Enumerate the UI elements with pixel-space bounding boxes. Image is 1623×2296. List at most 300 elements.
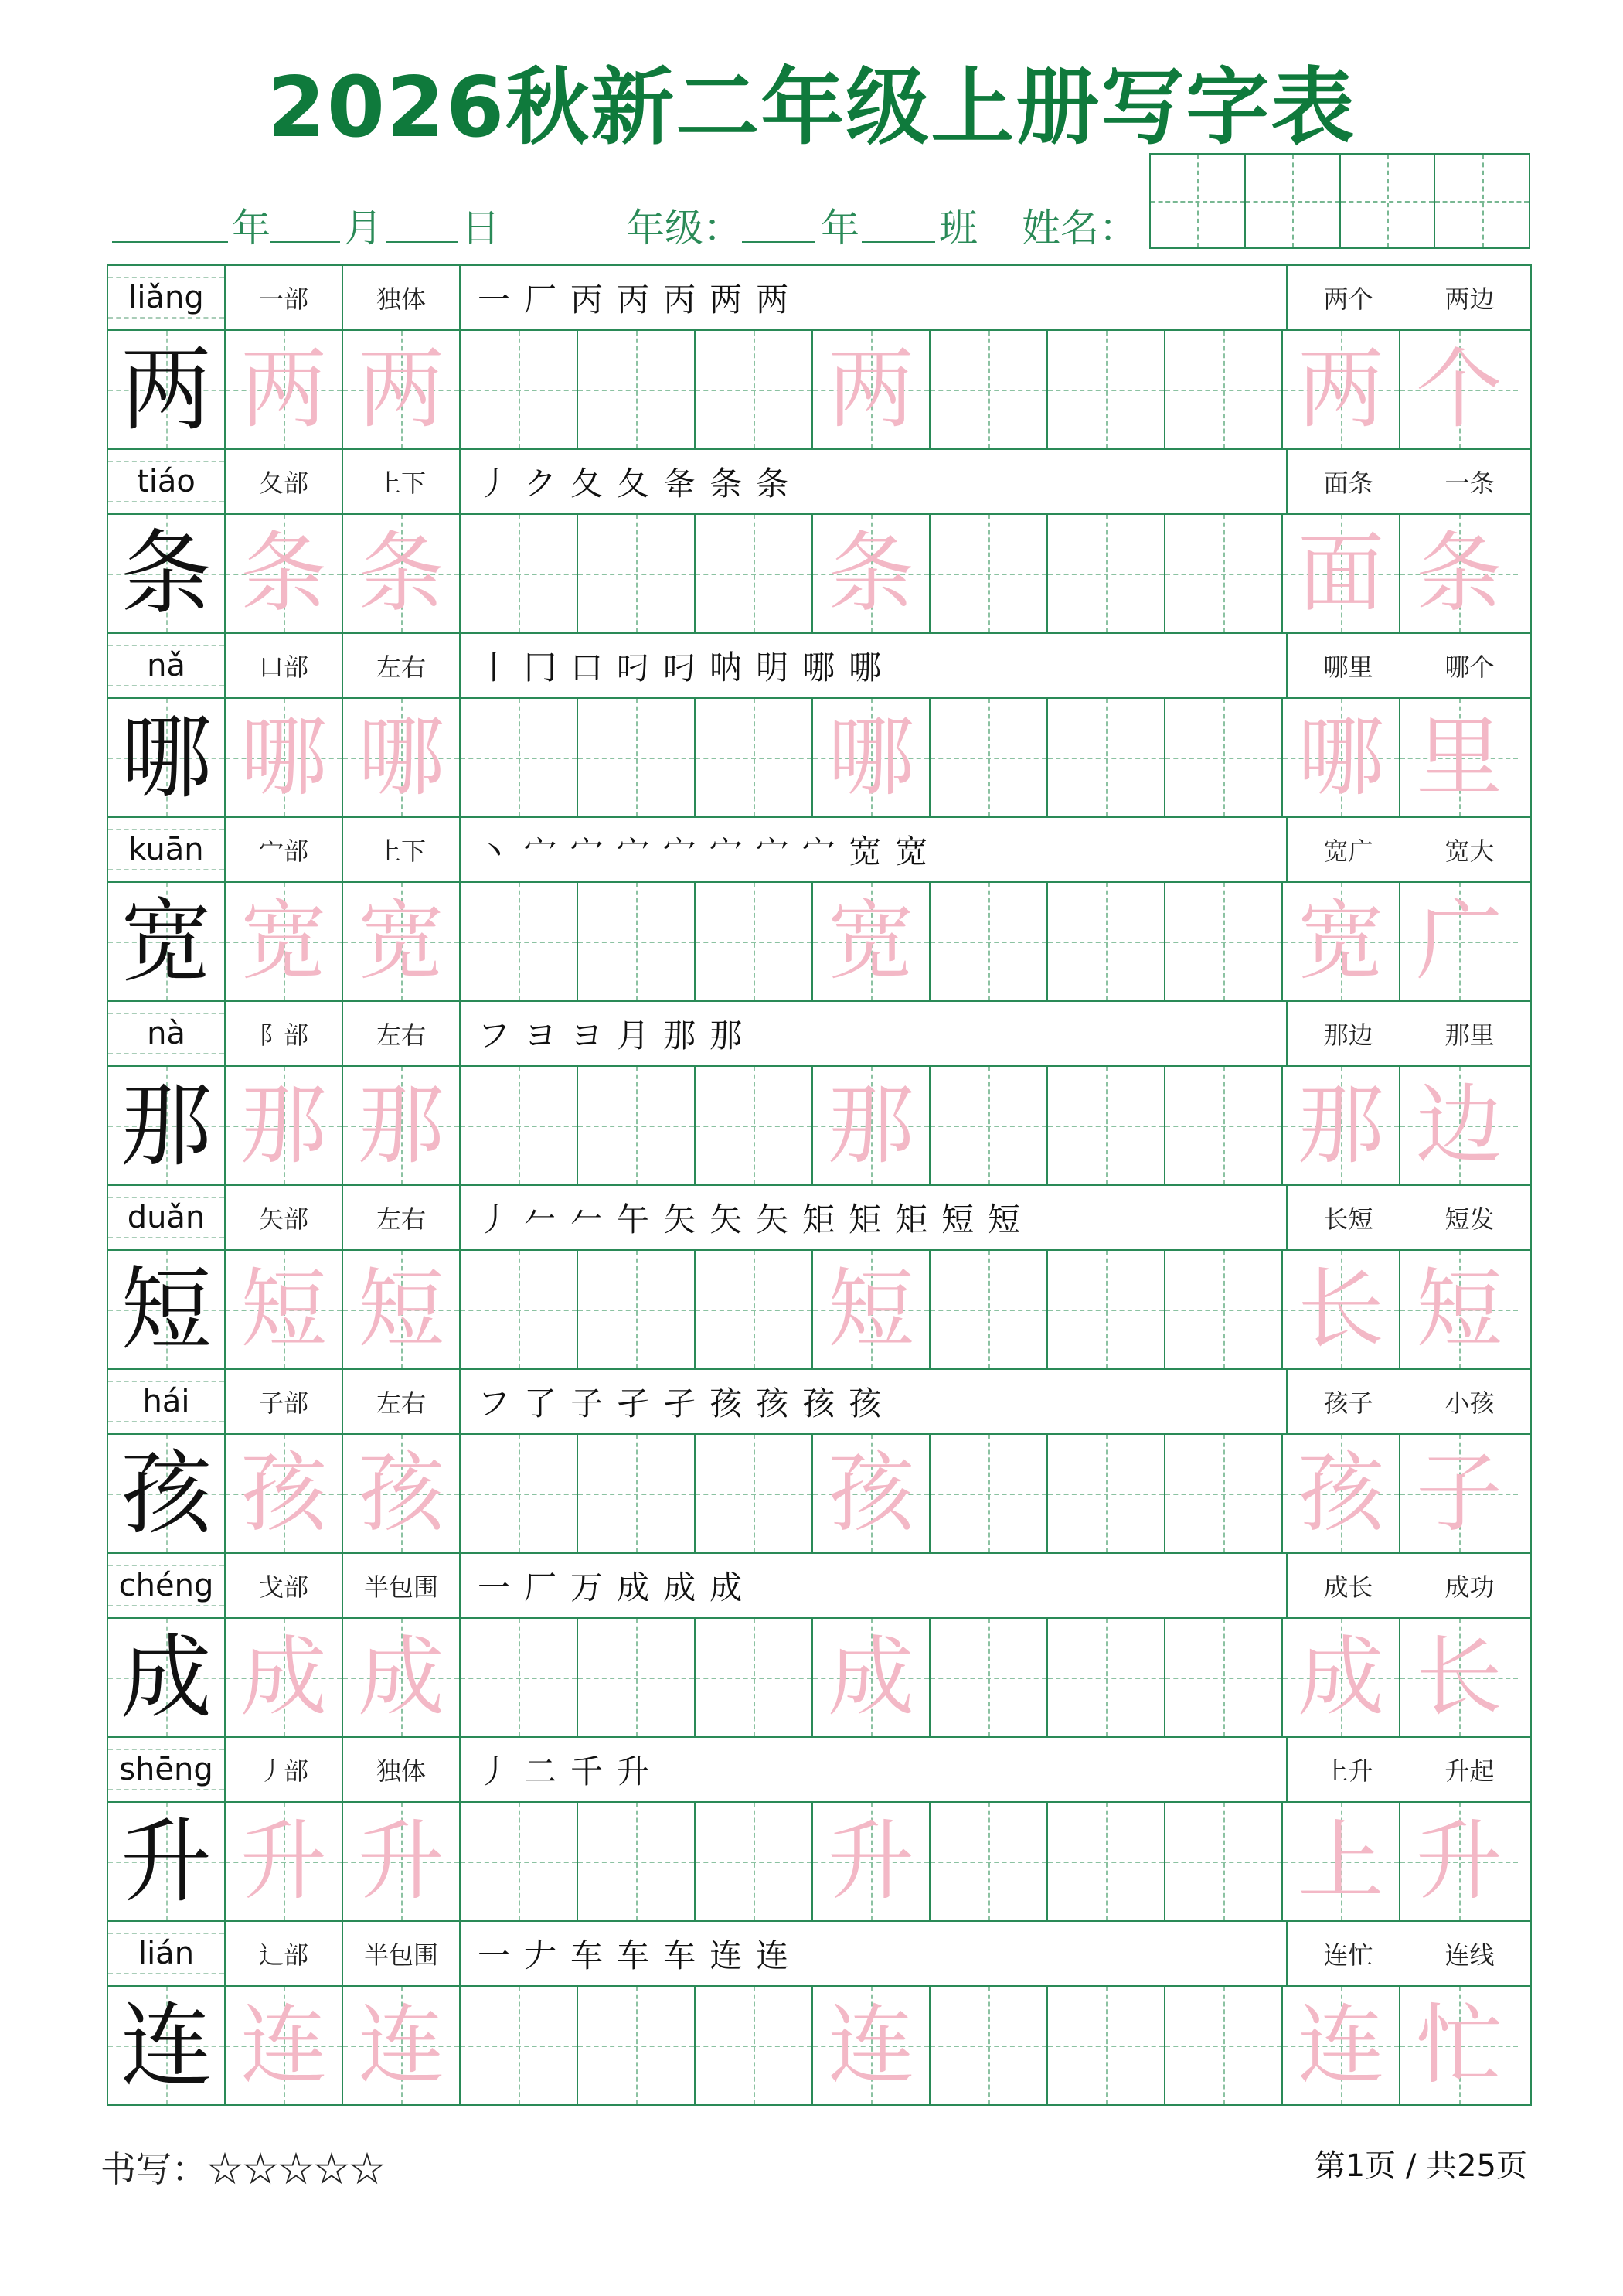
stroke-step: 丨 bbox=[478, 649, 511, 686]
stroke-step: 车 bbox=[663, 1937, 696, 1974]
pinyin: tiáo bbox=[108, 450, 226, 513]
practice-row bbox=[108, 883, 1530, 1002]
example-word: 两边 bbox=[1444, 284, 1495, 314]
trace-char[interactable] bbox=[343, 1803, 461, 1920]
trace-char-glyph: 升 bbox=[358, 1811, 444, 1912]
practice-cell[interactable] bbox=[1048, 699, 1165, 816]
rating-stars[interactable]: ☆☆☆☆☆ bbox=[207, 2148, 385, 2190]
trace-char[interactable] bbox=[813, 1251, 931, 1368]
trace-word-char-glyph: 条 bbox=[1416, 523, 1502, 624]
grade-blank[interactable] bbox=[742, 241, 815, 243]
stroke-step: ヨ bbox=[570, 1017, 604, 1054]
trace-char-glyph: 两 bbox=[828, 339, 914, 440]
practice-cell[interactable] bbox=[1165, 699, 1283, 816]
trace-word-char-glyph: 长 bbox=[1298, 1259, 1384, 1360]
model-char bbox=[108, 331, 226, 448]
stroke-step: 成 bbox=[663, 1569, 696, 1606]
pinyin: shēng bbox=[108, 1738, 226, 1801]
stroke-step: 车 bbox=[570, 1937, 604, 1974]
char-block bbox=[108, 1554, 1530, 1738]
model-char bbox=[108, 1067, 226, 1184]
trace-char[interactable] bbox=[226, 883, 343, 1000]
trace-word-char-glyph: 那 bbox=[1298, 1075, 1384, 1176]
char-info-row bbox=[108, 1738, 1530, 1803]
practice-cell[interactable] bbox=[1048, 331, 1165, 448]
stroke-step: 矢 bbox=[663, 1201, 696, 1238]
trace-char-glyph: 成 bbox=[828, 1627, 914, 1728]
class-blank[interactable] bbox=[862, 241, 935, 243]
stroke-step: 呐 bbox=[709, 649, 743, 686]
trace-word-char[interactable] bbox=[1283, 515, 1400, 632]
char-block bbox=[108, 818, 1530, 1002]
practice-cell[interactable] bbox=[931, 1619, 1048, 1736]
trace-char[interactable] bbox=[343, 515, 461, 632]
trace-char-glyph: 短 bbox=[358, 1259, 444, 1360]
trace-word-char[interactable] bbox=[1283, 883, 1400, 1000]
trace-word-char-glyph: 两 bbox=[1298, 339, 1384, 440]
structure: 上下 bbox=[343, 818, 461, 881]
stroke-step: 宽 bbox=[895, 833, 928, 870]
trace-word-char[interactable] bbox=[1283, 1251, 1400, 1368]
structure: 独体 bbox=[343, 266, 461, 329]
trace-word-char[interactable] bbox=[1400, 699, 1518, 816]
practice-cell[interactable] bbox=[1165, 1435, 1283, 1552]
trace-char-glyph: 孩 bbox=[358, 1443, 444, 1544]
stroke-step: 冂 bbox=[524, 649, 557, 686]
date-day-label: 日 bbox=[461, 206, 500, 250]
trace-char-glyph: 哪 bbox=[358, 707, 444, 808]
stroke-step: 矢 bbox=[756, 1201, 789, 1238]
stroke-order bbox=[461, 634, 1288, 697]
trace-char-glyph: 孩 bbox=[240, 1443, 327, 1544]
model-char bbox=[108, 1619, 226, 1736]
practice-cell[interactable] bbox=[696, 1251, 813, 1368]
practice-cell[interactable] bbox=[931, 1067, 1048, 1184]
practice-cell[interactable] bbox=[696, 1435, 813, 1552]
trace-word-char[interactable] bbox=[1400, 1803, 1518, 1920]
example-words bbox=[1288, 1370, 1530, 1433]
trace-char[interactable] bbox=[813, 1987, 931, 2104]
structure: 左右 bbox=[343, 1370, 461, 1433]
practice-cell[interactable] bbox=[1048, 883, 1165, 1000]
model-char bbox=[108, 1803, 226, 1920]
structure: 半包围 bbox=[343, 1554, 461, 1617]
trace-word-char[interactable] bbox=[1400, 1251, 1518, 1368]
example-word: 面条 bbox=[1323, 468, 1373, 498]
stroke-step: 条 bbox=[709, 465, 743, 502]
pinyin: nà bbox=[108, 1002, 226, 1065]
practice-cell[interactable] bbox=[461, 1435, 578, 1552]
trace-char[interactable] bbox=[813, 1803, 931, 1920]
char-info-row bbox=[108, 634, 1530, 699]
practice-cell[interactable] bbox=[931, 1803, 1048, 1920]
example-words bbox=[1288, 266, 1530, 329]
stroke-step: 升 bbox=[617, 1753, 650, 1790]
practice-cell[interactable] bbox=[1048, 1435, 1165, 1552]
stroke-step: 午 bbox=[617, 1201, 650, 1238]
practice-cell[interactable] bbox=[578, 1067, 696, 1184]
name-input-grid[interactable] bbox=[1149, 153, 1530, 249]
stroke-step: ヨ bbox=[524, 1017, 557, 1054]
stroke-step: 孩 bbox=[756, 1385, 789, 1422]
stroke-step: 孩 bbox=[709, 1385, 743, 1422]
practice-cell[interactable] bbox=[578, 1435, 696, 1552]
stroke-step: 夂 bbox=[617, 465, 650, 502]
practice-row bbox=[108, 699, 1530, 818]
date-year-label: 年 bbox=[232, 206, 270, 250]
practice-cell[interactable] bbox=[1165, 515, 1283, 632]
practice-cell[interactable] bbox=[696, 1619, 813, 1736]
trace-word-char[interactable] bbox=[1400, 331, 1518, 448]
stroke-step: 子 bbox=[570, 1385, 604, 1422]
date-month-label: 月 bbox=[344, 206, 383, 250]
practice-cell[interactable] bbox=[696, 883, 813, 1000]
practice-cell[interactable] bbox=[578, 1803, 696, 1920]
practice-cell[interactable] bbox=[696, 331, 813, 448]
char-info-row bbox=[108, 266, 1530, 331]
example-word: 长短 bbox=[1323, 1204, 1373, 1234]
stroke-step: 丙 bbox=[663, 281, 696, 319]
practice-cell[interactable] bbox=[578, 883, 696, 1000]
practice-cell[interactable] bbox=[461, 1803, 578, 1920]
trace-char[interactable] bbox=[813, 515, 931, 632]
practice-cell[interactable] bbox=[1048, 1067, 1165, 1184]
practice-cell[interactable] bbox=[461, 1067, 578, 1184]
name-cell[interactable] bbox=[1341, 155, 1436, 247]
practice-cell[interactable] bbox=[578, 1987, 696, 2104]
practice-cell[interactable] bbox=[696, 515, 813, 632]
model-char-glyph: 孩 bbox=[120, 1440, 212, 1547]
stroke-step: 夂 bbox=[570, 465, 604, 502]
char-block bbox=[108, 634, 1530, 818]
trace-char-glyph: 连 bbox=[828, 1995, 914, 2096]
radical: 辶部 bbox=[226, 1922, 343, 1985]
trace-word-char[interactable] bbox=[1283, 1067, 1400, 1184]
stroke-step: 孑 bbox=[663, 1385, 696, 1422]
stroke-order bbox=[461, 1922, 1288, 1985]
model-char-glyph: 升 bbox=[120, 1808, 212, 1915]
practice-cell[interactable] bbox=[931, 1987, 1048, 2104]
grade-label: 年级： bbox=[626, 206, 742, 250]
trace-word-char-glyph: 短 bbox=[1416, 1259, 1502, 1360]
practice-cell[interactable] bbox=[461, 699, 578, 816]
example-words bbox=[1288, 818, 1530, 881]
trace-char[interactable] bbox=[226, 1987, 343, 2104]
trace-char-glyph: 成 bbox=[358, 1627, 444, 1728]
stroke-step: 二 bbox=[524, 1753, 557, 1790]
stroke-order bbox=[461, 450, 1288, 513]
practice-cell[interactable] bbox=[931, 883, 1048, 1000]
trace-char[interactable] bbox=[343, 331, 461, 448]
radical: 阝部 bbox=[226, 1002, 343, 1065]
practice-cell[interactable] bbox=[461, 331, 578, 448]
trace-char[interactable] bbox=[226, 1435, 343, 1552]
char-block bbox=[108, 1738, 1530, 1922]
trace-word-char-glyph: 边 bbox=[1416, 1075, 1502, 1176]
name-label: 姓名： bbox=[1022, 206, 1138, 250]
stroke-step: 短 bbox=[988, 1201, 1021, 1238]
practice-cell[interactable] bbox=[1048, 1803, 1165, 1920]
stroke-step: 丙 bbox=[570, 281, 604, 319]
trace-word-char[interactable] bbox=[1400, 1435, 1518, 1552]
stroke-step: 𠂉 bbox=[524, 1201, 557, 1238]
trace-char[interactable] bbox=[813, 1067, 931, 1184]
example-word: 成功 bbox=[1444, 1572, 1495, 1602]
practice-cell[interactable] bbox=[461, 1987, 578, 2104]
trace-char-glyph: 那 bbox=[358, 1075, 444, 1176]
trace-char[interactable] bbox=[226, 1803, 343, 1920]
practice-cell[interactable] bbox=[696, 1803, 813, 1920]
name-cell[interactable] bbox=[1246, 155, 1341, 247]
example-word: 连忙 bbox=[1323, 1940, 1373, 1970]
model-char-glyph: 连 bbox=[120, 1992, 212, 2099]
stroke-step: 宀 bbox=[570, 833, 604, 870]
trace-char[interactable] bbox=[813, 883, 931, 1000]
trace-char-glyph: 升 bbox=[240, 1811, 327, 1912]
trace-char[interactable] bbox=[226, 699, 343, 816]
practice-cell[interactable] bbox=[696, 1067, 813, 1184]
pinyin: nǎ bbox=[108, 634, 226, 697]
trace-char-glyph: 短 bbox=[828, 1259, 914, 1360]
trace-word-char-glyph: 哪 bbox=[1298, 707, 1384, 808]
trace-char-glyph: 两 bbox=[240, 339, 327, 440]
trace-char-glyph: 升 bbox=[828, 1811, 914, 1912]
trace-char[interactable] bbox=[813, 1435, 931, 1552]
stroke-step: 孩 bbox=[802, 1385, 835, 1422]
char-info-row bbox=[108, 1186, 1530, 1251]
practice-cell[interactable] bbox=[1165, 883, 1283, 1000]
radical: 口部 bbox=[226, 634, 343, 697]
practice-cell[interactable] bbox=[931, 1251, 1048, 1368]
practice-cell[interactable] bbox=[578, 1619, 696, 1736]
trace-char[interactable] bbox=[226, 331, 343, 448]
stroke-step: 丶 bbox=[478, 833, 511, 870]
stroke-step: 月 bbox=[617, 1017, 650, 1054]
trace-word-char[interactable] bbox=[1283, 1987, 1400, 2104]
trace-char-glyph: 连 bbox=[240, 1995, 327, 2096]
example-words bbox=[1288, 1738, 1530, 1801]
trace-char[interactable] bbox=[343, 1067, 461, 1184]
trace-char-glyph: 短 bbox=[240, 1259, 327, 1360]
example-word: 成长 bbox=[1323, 1572, 1373, 1602]
date-year-blank[interactable] bbox=[112, 241, 228, 243]
stroke-step: 孑 bbox=[617, 1385, 650, 1422]
example-word: 宽大 bbox=[1444, 836, 1495, 866]
date-day-blank[interactable] bbox=[386, 241, 458, 243]
stroke-step: フ bbox=[478, 1017, 511, 1054]
pinyin: duǎn bbox=[108, 1186, 226, 1249]
example-word: 上升 bbox=[1323, 1756, 1373, 1786]
char-block bbox=[108, 1922, 1530, 2104]
name-cell[interactable] bbox=[1151, 155, 1246, 247]
trace-char[interactable] bbox=[343, 1435, 461, 1552]
trace-char-glyph: 那 bbox=[240, 1075, 327, 1176]
stroke-step: 连 bbox=[709, 1937, 743, 1974]
trace-char[interactable] bbox=[343, 699, 461, 816]
char-info-row bbox=[108, 450, 1530, 515]
model-char bbox=[108, 515, 226, 632]
practice-cell[interactable] bbox=[1165, 1803, 1283, 1920]
stroke-step: 车 bbox=[617, 1937, 650, 1974]
practice-cell[interactable] bbox=[931, 515, 1048, 632]
stroke-order bbox=[461, 1186, 1288, 1249]
example-words bbox=[1288, 1922, 1530, 1985]
practice-cell[interactable] bbox=[931, 1435, 1048, 1552]
writing-grid bbox=[107, 264, 1532, 2106]
practice-cell[interactable] bbox=[461, 515, 578, 632]
model-char bbox=[108, 1987, 226, 2104]
practice-row bbox=[108, 1803, 1530, 1922]
stroke-step: 宀 bbox=[709, 833, 743, 870]
example-word: 两个 bbox=[1323, 284, 1373, 314]
trace-char-glyph: 连 bbox=[358, 1995, 444, 2096]
stroke-step: 叼 bbox=[617, 649, 650, 686]
radical: 丿部 bbox=[226, 1738, 343, 1801]
date-month-blank[interactable] bbox=[270, 241, 340, 243]
practice-cell[interactable] bbox=[1165, 1067, 1283, 1184]
char-info-row bbox=[108, 1554, 1530, 1619]
trace-word-char[interactable] bbox=[1283, 331, 1400, 448]
trace-word-char[interactable] bbox=[1283, 699, 1400, 816]
stroke-step: 厂 bbox=[524, 1569, 557, 1606]
trace-char[interactable] bbox=[226, 1067, 343, 1184]
stroke-step: 一 bbox=[478, 281, 511, 319]
practice-cell[interactable] bbox=[1165, 1987, 1283, 2104]
trace-word-char[interactable] bbox=[1400, 515, 1518, 632]
example-word: 一条 bbox=[1444, 468, 1495, 498]
trace-char-glyph: 条 bbox=[358, 523, 444, 624]
practice-cell[interactable] bbox=[1048, 1987, 1165, 2104]
practice-cell[interactable] bbox=[696, 699, 813, 816]
name-cell[interactable] bbox=[1435, 155, 1529, 247]
stroke-step: 宽 bbox=[849, 833, 882, 870]
trace-char[interactable] bbox=[343, 883, 461, 1000]
model-char-glyph: 宽 bbox=[120, 888, 212, 995]
trace-char-glyph: 宽 bbox=[828, 891, 914, 992]
practice-cell[interactable] bbox=[461, 1251, 578, 1368]
practice-row bbox=[108, 1251, 1530, 1370]
stroke-step: 短 bbox=[941, 1201, 975, 1238]
example-words bbox=[1288, 1554, 1530, 1617]
trace-char-glyph: 条 bbox=[828, 523, 914, 624]
trace-char[interactable] bbox=[343, 1987, 461, 2104]
stroke-step: 哪 bbox=[802, 649, 835, 686]
trace-char[interactable] bbox=[813, 699, 931, 816]
char-block bbox=[108, 450, 1530, 634]
practice-row bbox=[108, 1067, 1530, 1186]
stroke-order bbox=[461, 818, 1288, 881]
model-char-glyph: 那 bbox=[120, 1072, 212, 1179]
stroke-step: 丿 bbox=[478, 1753, 511, 1790]
stroke-step: 条 bbox=[756, 465, 789, 502]
model-char-glyph: 两 bbox=[120, 336, 212, 443]
practice-cell[interactable] bbox=[931, 331, 1048, 448]
pinyin: hái bbox=[108, 1370, 226, 1433]
practice-cell[interactable] bbox=[578, 1251, 696, 1368]
stroke-step: 宀 bbox=[524, 833, 557, 870]
radical: 戈部 bbox=[226, 1554, 343, 1617]
practice-cell[interactable] bbox=[1165, 331, 1283, 448]
example-word: 那里 bbox=[1444, 1020, 1495, 1050]
trace-word-char[interactable] bbox=[1283, 1619, 1400, 1736]
stroke-step: ク bbox=[524, 465, 557, 502]
example-words bbox=[1288, 1186, 1530, 1249]
example-words bbox=[1288, 1002, 1530, 1065]
practice-cell[interactable] bbox=[1048, 1251, 1165, 1368]
stroke-step: 那 bbox=[709, 1017, 743, 1054]
trace-word-char-glyph: 孩 bbox=[1298, 1443, 1384, 1544]
trace-word-char[interactable] bbox=[1283, 1803, 1400, 1920]
practice-cell[interactable] bbox=[578, 699, 696, 816]
stroke-step: 口 bbox=[570, 649, 604, 686]
char-block bbox=[108, 1002, 1530, 1186]
practice-cell[interactable] bbox=[461, 1619, 578, 1736]
stroke-step: 千 bbox=[570, 1753, 604, 1790]
trace-word-char[interactable] bbox=[1400, 1987, 1518, 2104]
stroke-step: 夅 bbox=[663, 465, 696, 502]
structure: 左右 bbox=[343, 634, 461, 697]
practice-cell[interactable] bbox=[1165, 1619, 1283, 1736]
char-info-row bbox=[108, 818, 1530, 883]
stroke-step: 哪 bbox=[849, 649, 882, 686]
trace-char[interactable] bbox=[226, 1251, 343, 1368]
structure: 左右 bbox=[343, 1002, 461, 1065]
trace-char[interactable] bbox=[343, 1619, 461, 1736]
practice-row bbox=[108, 1619, 1530, 1738]
trace-char[interactable] bbox=[813, 1619, 931, 1736]
pinyin: chéng bbox=[108, 1554, 226, 1617]
char-info-row bbox=[108, 1002, 1530, 1067]
stroke-step: 丿 bbox=[478, 465, 511, 502]
trace-word-char[interactable] bbox=[1400, 1067, 1518, 1184]
trace-word-char[interactable] bbox=[1283, 1435, 1400, 1552]
trace-char[interactable] bbox=[343, 1251, 461, 1368]
practice-cell[interactable] bbox=[931, 699, 1048, 816]
practice-cell[interactable] bbox=[1165, 1251, 1283, 1368]
practice-row bbox=[108, 331, 1530, 450]
stroke-order bbox=[461, 1002, 1288, 1065]
practice-cell[interactable] bbox=[461, 883, 578, 1000]
practice-cell[interactable] bbox=[578, 515, 696, 632]
example-word: 哪个 bbox=[1444, 652, 1495, 682]
trace-char[interactable] bbox=[226, 1619, 343, 1736]
stroke-step: 孩 bbox=[849, 1385, 882, 1422]
trace-word-char[interactable] bbox=[1400, 1619, 1518, 1736]
trace-char[interactable] bbox=[226, 515, 343, 632]
model-char bbox=[108, 699, 226, 816]
stroke-step: フ bbox=[478, 1385, 511, 1422]
stroke-step: 一 bbox=[478, 1569, 511, 1606]
practice-cell[interactable] bbox=[696, 1987, 813, 2104]
stroke-order bbox=[461, 1738, 1288, 1801]
structure: 上下 bbox=[343, 450, 461, 513]
example-word: 连线 bbox=[1444, 1940, 1495, 1970]
structure: 独体 bbox=[343, 1738, 461, 1801]
model-char-glyph: 条 bbox=[120, 520, 212, 627]
trace-char-glyph: 两 bbox=[358, 339, 444, 440]
example-word: 宽广 bbox=[1323, 836, 1373, 866]
char-info-row bbox=[108, 1922, 1530, 1987]
practice-cell[interactable] bbox=[1048, 515, 1165, 632]
model-char bbox=[108, 883, 226, 1000]
stroke-step: 宀 bbox=[802, 833, 835, 870]
practice-cell[interactable] bbox=[1048, 1619, 1165, 1736]
practice-cell[interactable] bbox=[578, 331, 696, 448]
model-char bbox=[108, 1435, 226, 1552]
trace-char[interactable] bbox=[813, 331, 931, 448]
stroke-step: 矩 bbox=[802, 1201, 835, 1238]
trace-word-char[interactable] bbox=[1400, 883, 1518, 1000]
